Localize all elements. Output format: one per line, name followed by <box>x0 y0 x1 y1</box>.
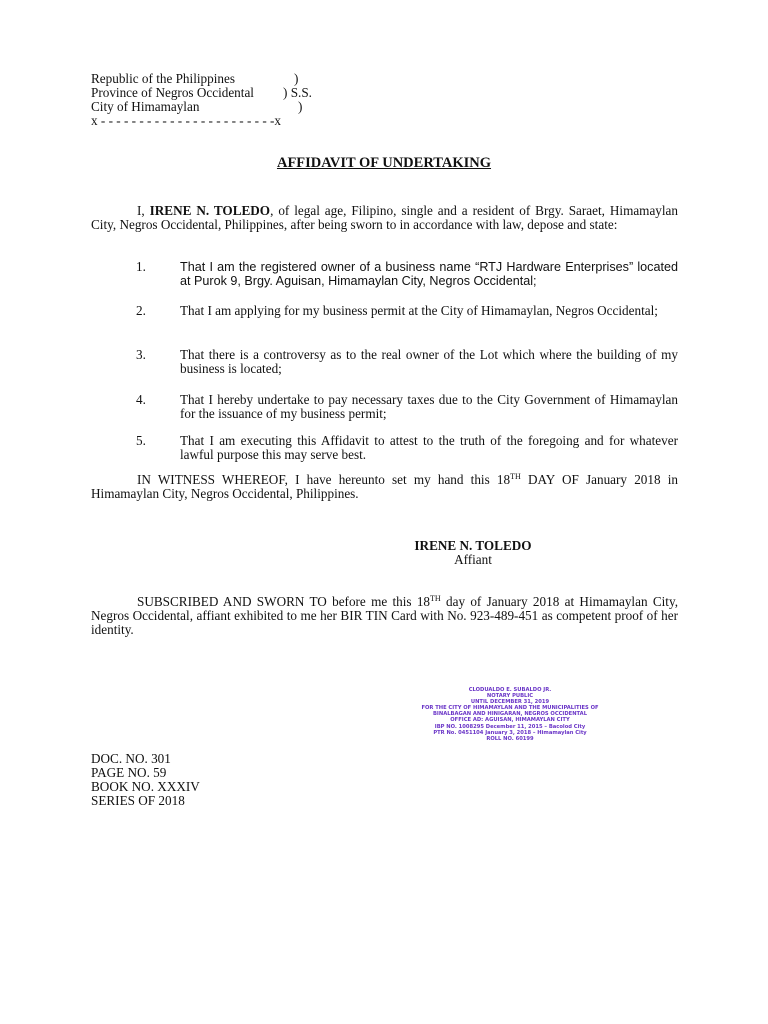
notary-title: NOTARY PUBLIC <box>486 693 534 700</box>
item-text-4: That I hereby undertake to pay necessary taxes due to the City Government of Himamaylan for the issuance of my business permit; <box>180 392 678 421</box>
caption-republic: Republic of the Philippines <box>91 71 235 86</box>
notary-jurisdiction-2: BINALBAGAN AND HINIGARAN, NEGROS OCCIDENTAL <box>432 711 588 718</box>
series-year: SERIES OF 2018 <box>91 793 185 808</box>
item-text-1: That I am the registered owner of a business name “RTJ Hardware Enterprises” located at Purok 9, Brgy. Aguisan, Himamaylan City, Negros Occidental; <box>180 260 678 288</box>
caption-ss: ) S.S. <box>283 85 312 100</box>
item-number-3: 3. <box>136 347 146 362</box>
witness-ordinal: TH <box>510 472 521 481</box>
notary-name: CLODUALDO E. SUBALDO JR. <box>468 687 552 693</box>
witness-paragraph <box>91 473 678 501</box>
notary-stamp <box>400 687 620 742</box>
caption-province: Province of Negros Occidental <box>91 85 254 100</box>
book-number: BOOK NO. XXXIV <box>91 779 200 794</box>
item-text-3: That there is a controversy as to the real owner of the Lot which where the building of my business is located; <box>180 347 678 376</box>
witness-after: DAY OF January 2018 in Himamaylan City, Negros Occidental, Philippines. <box>91 472 679 501</box>
notary-ibp: IBP NO. 1008295 December 11, 2015 – Bacolod City <box>434 723 586 730</box>
notary-roll: ROLL NO. 60199 <box>486 735 534 742</box>
item-text-2: That I am applying for my business permit at the City of Himamaylan, Negros Occidental; <box>180 303 658 318</box>
document-title: AFFIDAVIT OF UNDERTAKING <box>276 155 492 171</box>
jurat-after: day of January 2018 at Himamaylan City, Negros Occidental, affiant exhibited to me her BIR TIN Card with No. 923-489-451 as competent proof of her identity. <box>91 594 678 637</box>
notary-commission: UNTIL DECEMBER 31, 2019 <box>470 699 550 706</box>
item-number-2: 2. <box>136 303 146 318</box>
item-number-4: 4. <box>136 392 146 407</box>
doc-number: DOC. NO. 301 <box>91 751 171 766</box>
page-number: PAGE NO. 59 <box>91 765 167 780</box>
intro-prefix: I, <box>137 203 150 218</box>
caption-city: City of Himamaylan <box>91 99 200 114</box>
jurat-before: SUBSCRIBED AND SWORN TO before me this 18 <box>137 594 431 609</box>
caption-paren-1: ) <box>294 71 299 86</box>
notary-ptr: PTR No. 0451104 January 3, 2018 – Himamaylan City <box>433 729 587 736</box>
intro-paragraph <box>91 204 678 232</box>
affiant-signature-name: IRENE N. TOLEDO <box>414 538 532 553</box>
item-text-5: That I am executing this Affidavit to attest to the truth of the foregoing and for whatever lawful purpose this may serve best. <box>180 433 678 462</box>
notary-jurisdiction-1: FOR THE CITY OF HIMAMAYLAN AND THE MUNICIPALITIES OF <box>421 705 599 712</box>
affiant-name-inline: IRENE N. TOLEDO <box>149 203 271 218</box>
item-number-5: 5. <box>136 433 146 448</box>
caption-separator: x - - - - - - - - - - - - - - - - - - - - - - -x <box>91 113 282 128</box>
caption-paren-3: ) <box>298 99 303 114</box>
jurat-paragraph <box>91 595 678 637</box>
affiant-signature-role: Affiant <box>454 552 492 567</box>
notary-office: OFFICE AD: AGUISAN, HIMAMAYLAN CITY <box>450 717 570 724</box>
intro-rest: , of legal age, Filipino, single and a resident of Brgy. Saraet, Himamaylan City, Negros Occidental, Philippines, after being sworn to in accordance with law, depose and state: <box>91 203 679 232</box>
item-number-1: 1. <box>136 259 146 274</box>
jurat-ordinal: TH <box>430 594 441 603</box>
witness-before: IN WITNESS WHEREOF, I have hereunto set my hand this 18 <box>137 472 511 487</box>
